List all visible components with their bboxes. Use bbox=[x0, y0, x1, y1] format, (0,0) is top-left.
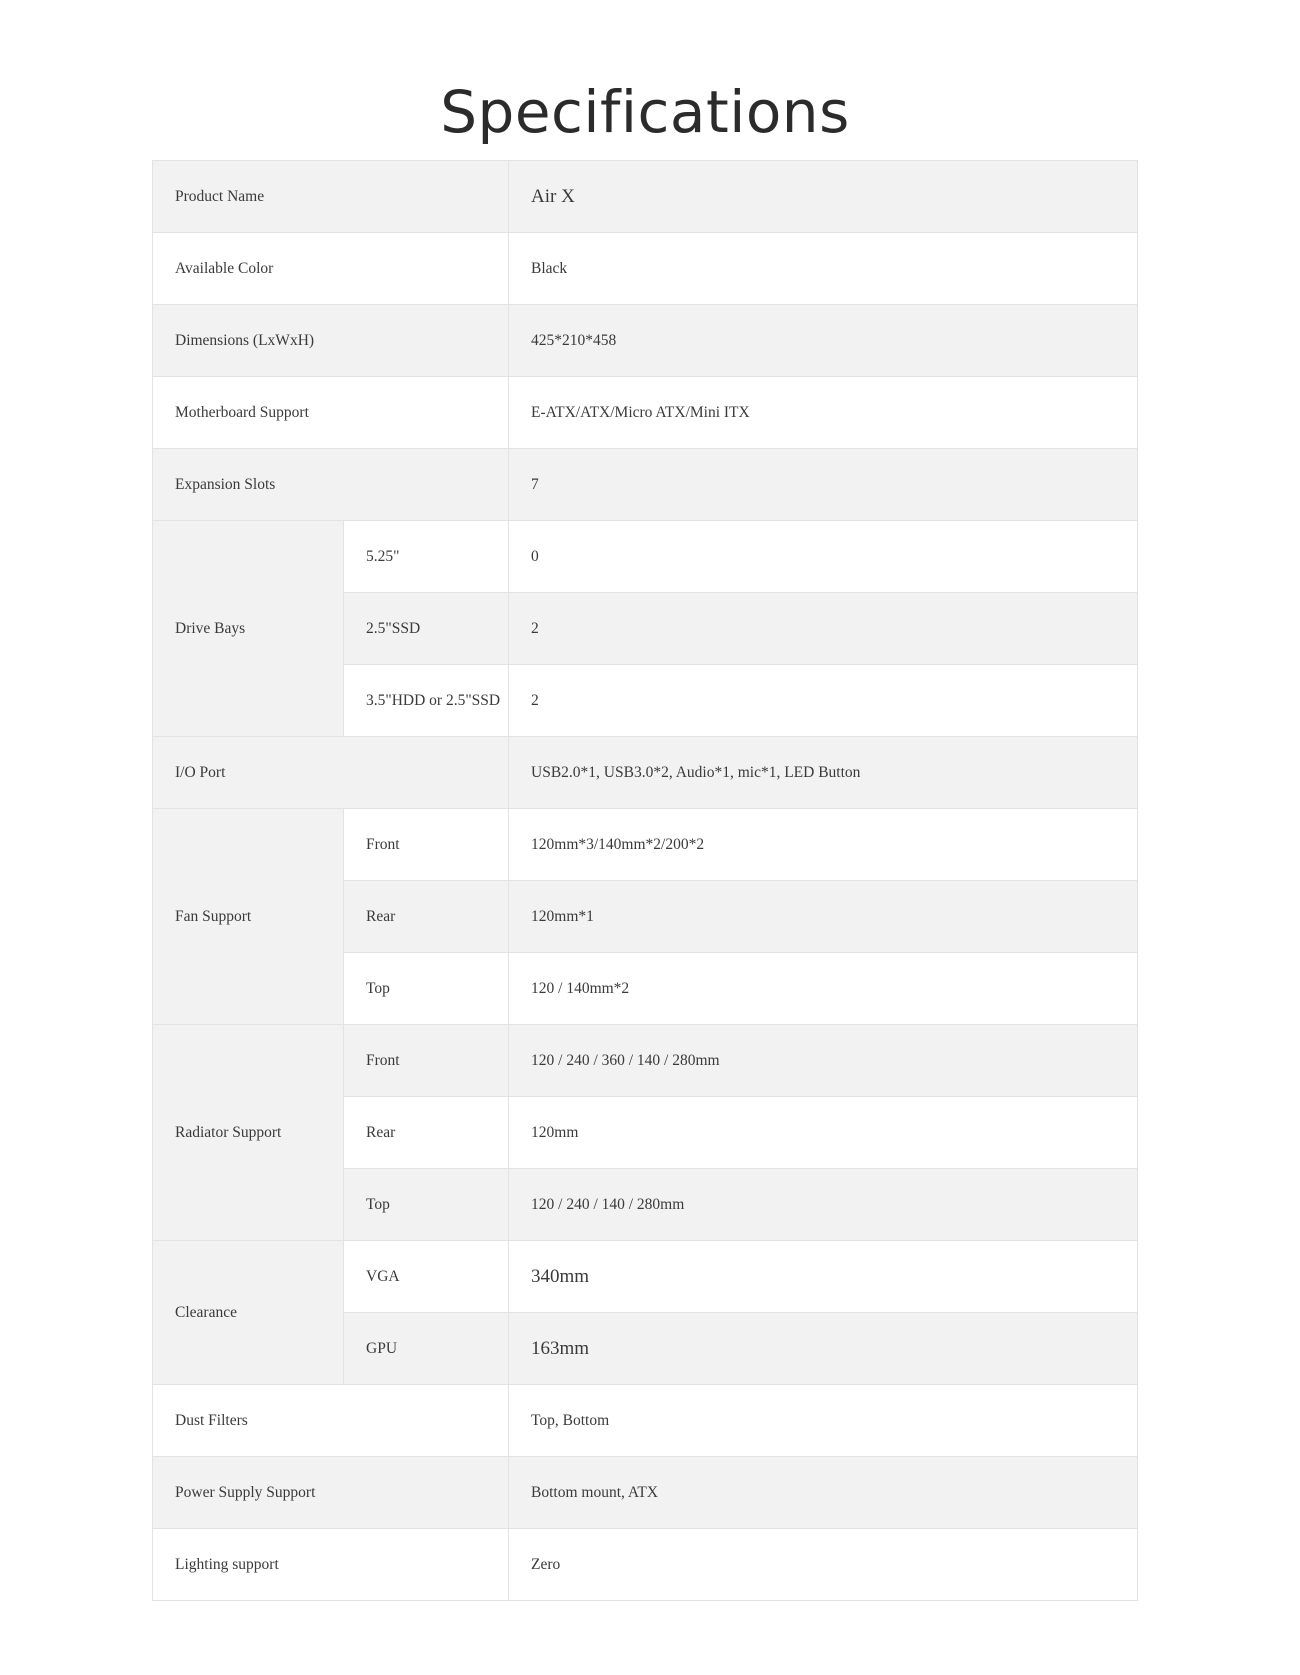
row-value: 425*210*458 bbox=[509, 305, 1138, 377]
sub-label: 3.5"HDD or 2.5"SSD bbox=[344, 665, 509, 737]
sub-label: Top bbox=[344, 953, 509, 1025]
row-label: Expansion Slots bbox=[153, 449, 509, 521]
table-row bbox=[153, 305, 1138, 377]
table-row bbox=[153, 449, 1138, 521]
table-row bbox=[153, 1529, 1138, 1601]
table-row bbox=[153, 377, 1138, 449]
row-value: 0 bbox=[509, 521, 1138, 593]
row-label: Motherboard Support bbox=[153, 377, 509, 449]
row-value: 120mm*1 bbox=[509, 881, 1138, 953]
row-value: USB2.0*1, USB3.0*2, Audio*1, mic*1, LED Button bbox=[509, 737, 1138, 809]
table-row bbox=[153, 809, 1138, 881]
row-value: 340mm bbox=[509, 1241, 1138, 1313]
row-value: 2 bbox=[509, 593, 1138, 665]
sub-label: VGA bbox=[344, 1241, 509, 1313]
row-value: Black bbox=[509, 233, 1138, 305]
row-label: I/O Port bbox=[153, 737, 509, 809]
table-row bbox=[153, 161, 1138, 233]
row-value: 120 / 140mm*2 bbox=[509, 953, 1138, 1025]
row-value: 120mm*3/140mm*2/200*2 bbox=[509, 809, 1138, 881]
group-label: Radiator Support bbox=[153, 1025, 344, 1241]
row-value: 120 / 240 / 140 / 280mm bbox=[509, 1169, 1138, 1241]
sub-label: Front bbox=[344, 809, 509, 881]
row-value: 163mm bbox=[509, 1313, 1138, 1385]
row-value: 120 / 240 / 360 / 140 / 280mm bbox=[509, 1025, 1138, 1097]
row-value: Air X bbox=[509, 161, 1138, 233]
row-value: Bottom mount, ATX bbox=[509, 1457, 1138, 1529]
sub-label: Rear bbox=[344, 881, 509, 953]
row-value: Top, Bottom bbox=[509, 1385, 1138, 1457]
group-label: Clearance bbox=[153, 1241, 344, 1385]
sub-label: Top bbox=[344, 1169, 509, 1241]
row-value: 2 bbox=[509, 665, 1138, 737]
sub-label: Rear bbox=[344, 1097, 509, 1169]
spec-table bbox=[152, 160, 1138, 1601]
page-title: Specifications bbox=[440, 78, 850, 146]
row-label: Dust Filters bbox=[153, 1385, 509, 1457]
row-label: Product Name bbox=[153, 161, 509, 233]
row-value: 120mm bbox=[509, 1097, 1138, 1169]
sub-label: GPU bbox=[344, 1313, 509, 1385]
row-label: Power Supply Support bbox=[153, 1457, 509, 1529]
table-row bbox=[153, 1241, 1138, 1313]
table-row bbox=[153, 521, 1138, 593]
group-label: Fan Support bbox=[153, 809, 344, 1025]
row-label: Dimensions (LxWxH) bbox=[153, 305, 509, 377]
sub-label: Front bbox=[344, 1025, 509, 1097]
group-label: Drive Bays bbox=[153, 521, 344, 737]
table-row bbox=[153, 1385, 1138, 1457]
sub-label: 5.25" bbox=[344, 521, 509, 593]
table-row bbox=[153, 233, 1138, 305]
table-row bbox=[153, 1025, 1138, 1097]
sub-label: 2.5"SSD bbox=[344, 593, 509, 665]
table-row bbox=[153, 1457, 1138, 1529]
row-label: Lighting support bbox=[153, 1529, 509, 1601]
row-value: E-ATX/ATX/Micro ATX/Mini ITX bbox=[509, 377, 1138, 449]
row-value: 7 bbox=[509, 449, 1138, 521]
table-row bbox=[153, 737, 1138, 809]
row-label: Available Color bbox=[153, 233, 509, 305]
row-value: Zero bbox=[509, 1529, 1138, 1601]
